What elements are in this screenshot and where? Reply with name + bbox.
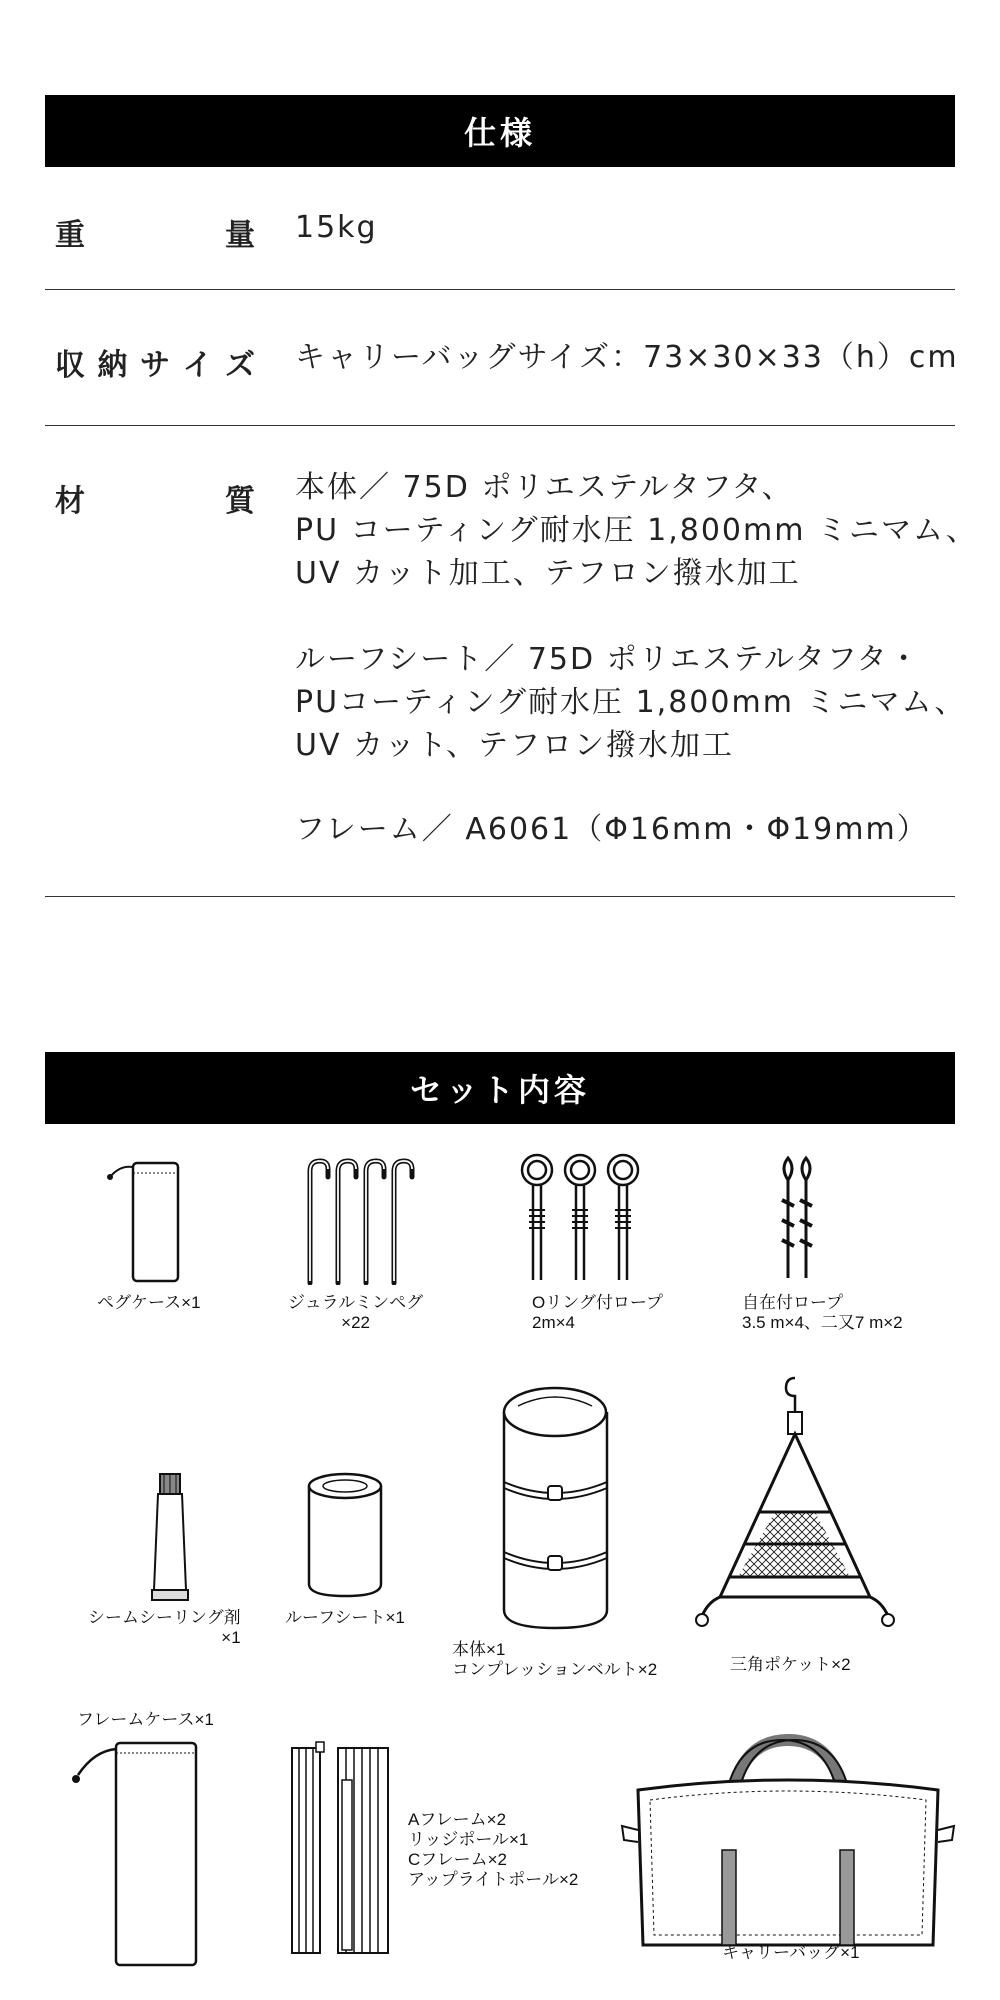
tent-body-icon: [498, 1382, 613, 1632]
text-line: UV カット加工、テフロン撥水加工: [295, 556, 801, 591]
text-line: PUコーティング耐水圧 1,800mm ミニマム、: [295, 685, 967, 720]
material-frame: [295, 808, 929, 851]
label-char: 納: [97, 348, 128, 383]
label-char: 量: [225, 218, 255, 253]
guy-rope-icon: [770, 1150, 830, 1285]
value-size: キャリーバッグサイズ：73×30×33（h）cm: [295, 340, 959, 375]
caption: 自在付ロープ 3.5 m×4、二又7 m×2: [742, 1293, 903, 1332]
label-char: 質: [225, 484, 255, 519]
caption: ルーフシート×1: [285, 1608, 405, 1627]
set-title: セット内容: [45, 1052, 955, 1124]
caption: フレームケース×1: [77, 1710, 214, 1729]
seam-sealer-icon: [140, 1470, 200, 1605]
caption: ジュラルミンペグ ×22: [288, 1293, 424, 1332]
spec-title: 仕様: [45, 95, 955, 167]
label-char: サ: [140, 348, 170, 383]
divider: [45, 896, 955, 897]
divider: [45, 425, 955, 426]
caption: キャリーバッグ×1: [722, 1943, 860, 1962]
roof-sheet-icon: [305, 1470, 385, 1600]
text-line: ルーフシート／ 75D ポリエステルタフタ・: [295, 642, 921, 677]
label-char: 重: [55, 218, 85, 253]
label-size: [55, 340, 255, 384]
caption: 本体×1 コンプレッションベルト×2: [452, 1640, 658, 1679]
frames-icon: [288, 1740, 393, 1960]
label-char: イ: [182, 348, 213, 383]
caption: ペグケース×1: [97, 1293, 201, 1312]
caption: 三角ポケット×2: [730, 1655, 851, 1674]
text-line: 本体／ 75D ポリエステルタフタ、: [295, 470, 794, 505]
material-roof: [295, 638, 966, 767]
label-material: [55, 476, 255, 520]
value-weight: 15kg: [295, 210, 378, 245]
caption: Oリング付ロープ 2m×4: [532, 1293, 664, 1332]
text-line: PU コーティング耐水圧 1,800mm ミニマム、: [295, 513, 978, 548]
text-line: フレーム／ A6061（Φ16mm・Φ19mm）: [295, 812, 929, 847]
caption: Aフレーム×2 リッジポール×1 Cフレーム×2 アップライトポール×2: [408, 1810, 579, 1889]
peg-icon: [295, 1155, 415, 1285]
material-body: [295, 466, 978, 595]
frame-case-icon: [68, 1735, 203, 1970]
o-ring-rope-icon: [515, 1150, 645, 1285]
label-char: ズ: [225, 348, 255, 383]
label-char: 収: [55, 348, 85, 383]
peg-case-icon: [100, 1155, 190, 1285]
divider: [45, 289, 955, 290]
triangle-pocket-icon: [690, 1372, 900, 1642]
carry-bag-icon: [618, 1730, 958, 1960]
label-char: 材: [55, 484, 85, 519]
label-weight: [55, 210, 255, 254]
text-line: UV カット、テフロン撥水加工: [295, 728, 735, 763]
caption: シームシーリング剤 ×1: [88, 1608, 241, 1647]
